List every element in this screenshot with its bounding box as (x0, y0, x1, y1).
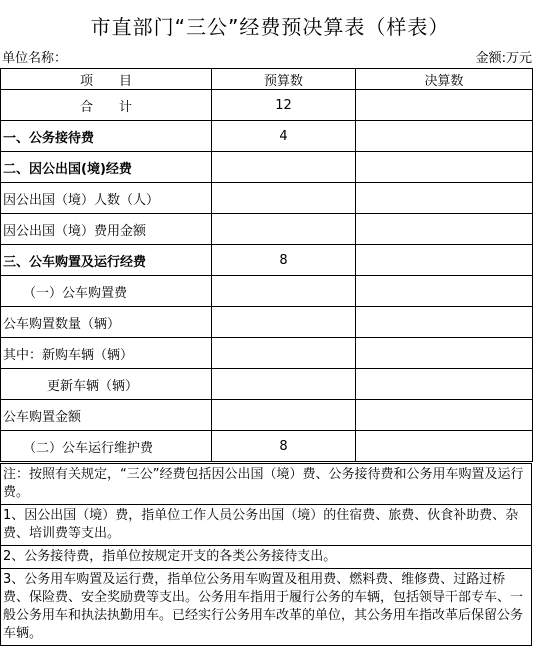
cell-budget[interactable]: 12 (212, 90, 356, 121)
cell-final[interactable] (356, 431, 533, 462)
note-item-1 (1, 504, 531, 545)
table-row (1, 369, 533, 400)
table-row (1, 400, 533, 431)
cell-budget[interactable]: 4 (212, 121, 356, 152)
note-text: 1、因公出国（境）费，指单位工作人员公务出国（境）的住宿费、旅费、伙食补助费、杂费、培训费等支出。 (3, 508, 519, 541)
notes-section (0, 463, 532, 646)
table-row (1, 431, 533, 462)
note-intro (1, 463, 531, 504)
row-label: 因公出国（境）人数（人） (1, 183, 212, 214)
row-label: 因公出国（境）费用金额 (1, 214, 212, 245)
table-row (1, 245, 533, 276)
cell-budget[interactable] (212, 307, 356, 338)
cell-budget[interactable] (212, 369, 356, 400)
row-label: 更新车辆（辆） (1, 369, 212, 400)
header-final: 决算数 (356, 69, 533, 90)
cell-final[interactable] (356, 183, 533, 214)
row-label: （一）公车购置费 (1, 276, 212, 307)
cell-final[interactable] (356, 338, 533, 369)
cell-budget[interactable] (212, 214, 356, 245)
amount-unit-label: 金额:万元 (475, 51, 532, 66)
cell-final[interactable] (356, 121, 533, 152)
cell-final[interactable] (356, 214, 533, 245)
cell-final[interactable] (356, 307, 533, 338)
table-row (1, 307, 533, 338)
cell-budget[interactable] (212, 338, 356, 369)
cell-budget[interactable]: 8 (212, 431, 356, 462)
cell-final[interactable] (356, 400, 533, 431)
header-budget: 预算数 (212, 69, 356, 90)
note-item-3 (1, 568, 531, 645)
row-label: 公车购置金额 (1, 400, 212, 431)
row-label: （二）公车运行维护费 (1, 431, 212, 462)
cell-budget[interactable] (212, 400, 356, 431)
note-text: 注：按照有关规定，“三公”经费包括因公出国（境）费、公务接待费和公务用车购置及运行费。 (3, 467, 524, 500)
note-text: 3、公务用车购置及运行费，指单位公务用车购置及租用费、燃料费、维修费、过路过桥费、保险费、安全奖励费等支出。公务用车指用于履行公务的车辆，包括领导干部专车、一般公务用车和执法执勤用车。已经实行公务用车改革的单位，其公务用车指改革后保留公务车辆。 (3, 572, 524, 641)
cell-final[interactable] (356, 276, 533, 307)
cell-budget[interactable] (212, 276, 356, 307)
row-label: 一、公务接待费 (1, 121, 212, 152)
cell-final[interactable] (356, 152, 533, 183)
table-header-row (1, 69, 533, 90)
budget-table (0, 68, 533, 462)
table-row (1, 338, 533, 369)
sheet-title: 市直部门“三公”经费预决算表（样表） (90, 14, 450, 39)
table-row (1, 214, 533, 245)
cell-final[interactable] (356, 90, 533, 121)
row-label: 公车购置数量（辆） (1, 307, 212, 338)
header-item: 项 目 (1, 69, 212, 90)
row-label: 三、公车购置及运行经费 (1, 245, 212, 276)
table-row (1, 152, 533, 183)
table-row (1, 90, 533, 121)
cell-final[interactable] (356, 245, 533, 276)
cell-final[interactable] (356, 369, 533, 400)
table-row (1, 183, 533, 214)
cell-budget[interactable]: 8 (212, 245, 356, 276)
row-label: 其中：新购车辆（辆） (1, 338, 212, 369)
cell-budget[interactable] (212, 183, 356, 214)
note-item-2 (1, 545, 531, 568)
meta-row (0, 50, 540, 68)
table-row (1, 121, 533, 152)
cell-budget[interactable] (212, 152, 356, 183)
note-text: 2、公务接待费，指单位按规定开支的各类公务接待支出。 (3, 549, 337, 564)
table-row (1, 276, 533, 307)
unit-name-label: 单位名称： (2, 51, 68, 66)
row-label: 二、因公出国(境)经费 (1, 152, 212, 183)
row-label-total: 合 计 (1, 90, 212, 121)
